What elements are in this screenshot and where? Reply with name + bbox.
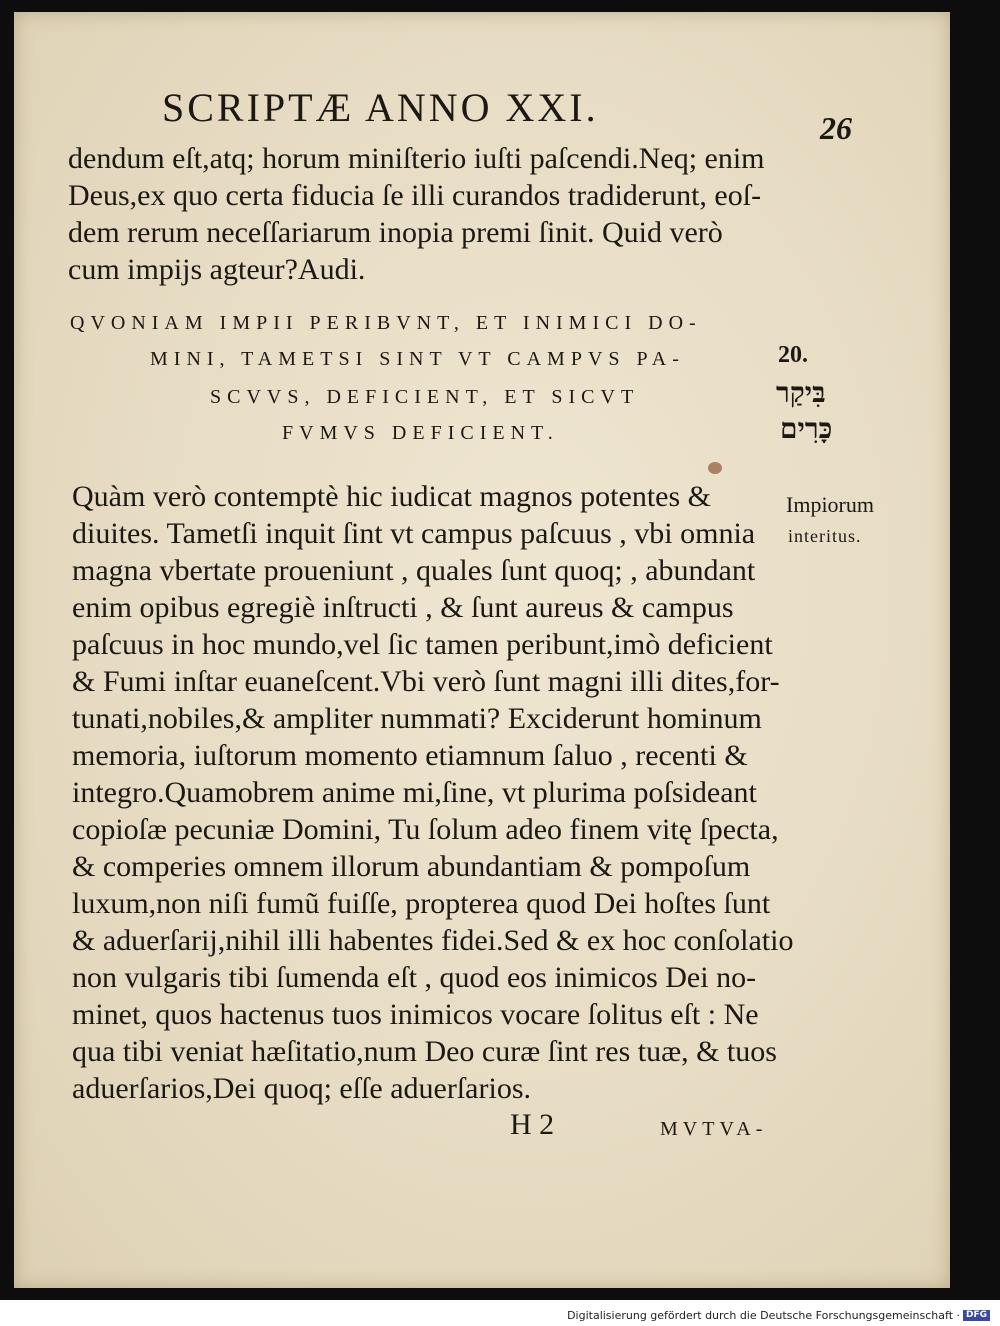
catchword: MVTVA-: [660, 1118, 768, 1140]
text-line: & comperies omnem illorum abundantiam & pompoſum: [72, 850, 751, 883]
text-line: dendum eſt,atq; horum miniſterio iuſti paſcendi.Neq; enim: [68, 142, 765, 175]
verse-line: QVONIAM IMPII PERIBVNT, ET INIMICI DO-: [70, 312, 702, 334]
page-number: 26: [820, 110, 852, 146]
text-line: minet, quos hactenus tuos inimicos vocare ſolitus eſt : Ne: [72, 998, 759, 1031]
text-line: Deus,ex quo certa fiducia ſe illi curandos tradiderunt, eoſ-: [68, 179, 762, 212]
text-line: cum impijs agteur?Audi.: [68, 253, 366, 286]
text-line: integro.Quamobrem anime mi,ſine, vt plurima poſsideant: [72, 776, 757, 809]
verse-line: FVMVS DEFICIENT.: [282, 422, 559, 444]
text-line: paſcuus in hoc mundo,vel ſic tamen peribunt,imò deficient: [72, 628, 773, 661]
signature-mark: H 2: [510, 1108, 555, 1141]
dfg-logo: DFG: [963, 1310, 990, 1321]
verse-line: SCVVS, DEFICIENT, ET SICVT: [210, 386, 640, 408]
text-line: & aduerſarij,nihil illi habentes fidei.Sed & ex hoc conſolatio: [72, 924, 794, 957]
ink-stain: [708, 462, 722, 474]
text-line: aduerſarios,Dei quoq; eſſe aduerſarios.: [72, 1072, 531, 1105]
hebrew-gloss: בִּיקַר: [776, 378, 826, 409]
text-line: tunati,nobiles,& ampliter nummati? Exciderunt hominum: [72, 702, 762, 735]
margin-note: interitus.: [788, 526, 862, 546]
text-line: enim opibus egregiè inſtructi , & ſunt aureus & campus: [72, 591, 734, 624]
text-line: memoria, iuſtorum momento etiamnum ſaluo , recenti &: [72, 739, 748, 772]
running-head: SCRIPTÆ ANNO XXI.: [162, 85, 599, 130]
text-line: luxum,non niſi fumũ fuiſſe, propterea quod Dei hoſtes ſunt: [72, 887, 771, 920]
text-line: copioſæ pecuniæ Domini, Tu ſolum adeo finem vitę ſpecta,: [72, 813, 779, 846]
text-line: dem rerum neceſſariarum inopia premi ſinit. Quid verò: [68, 216, 723, 249]
text-line: qua tibi veniat hæſitatio,num Deo curæ ſint res tuæ, & tuos: [72, 1035, 777, 1068]
book-page: [14, 12, 950, 1288]
text-line: magna vbertate proueniunt , quales ſunt quoq; , abundant: [72, 554, 756, 587]
hebrew-gloss: כָּרִים: [780, 414, 833, 445]
text-line: non vulgaris tibi ſumenda eſt , quod eos inimicos Dei no-: [72, 961, 757, 994]
margin-note: Impiorum: [786, 492, 874, 517]
text-line: Quàm verò contemptè hic iudicat magnos potentes &: [72, 480, 711, 513]
verse-number: 20.: [778, 342, 808, 368]
text-line: diuites. Tametſi inquit ſint vt campus paſcuus , vbi omnia: [72, 517, 756, 550]
text-line: & Fumi inſtar euaneſcent.Vbi verò ſunt magni illi dites,for-: [72, 665, 780, 698]
footer-credit: Digitalisierung gefördert durch die Deutsche Forschungsgemeinschaft ·: [567, 1309, 960, 1322]
verse-line: MINI, TAMETSI SINT VT CAMPVS PA-: [150, 348, 685, 370]
